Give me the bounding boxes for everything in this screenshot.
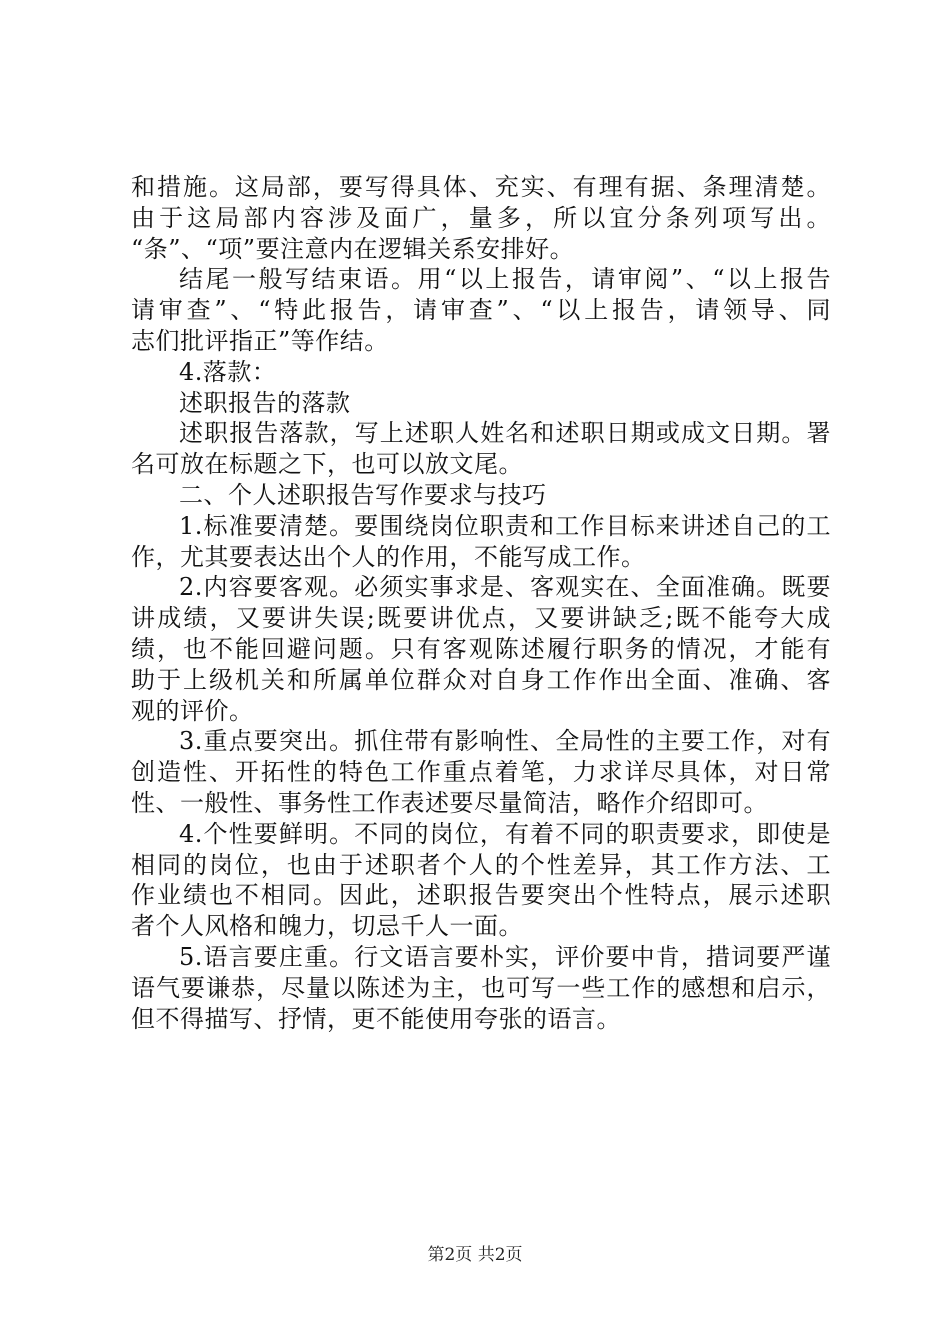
text-line: 者个人风格和魄力，切忌千人一面。 [131, 912, 523, 941]
text-line: 相同的岗位，也由于述职者个人的个性差异，其工作方法、工 [131, 850, 831, 879]
page-footer: 第2页 共2页 [427, 1245, 523, 1265]
text-line: 3.重点要突出。抓住带有影响性、全局性的主要工作，对有 [179, 727, 831, 756]
text-line: 4.个性要鲜明。不同的岗位，有着不同的职责要求，即使是 [179, 819, 831, 848]
text-line: 5.语言要庄重。行文语言要朴实，评价要中肯，措词要严谨 [179, 942, 831, 971]
text-line: 观的评价。 [131, 696, 254, 725]
text-line: 1.标准要清楚。要围绕岗位职责和工作目标来讲述自己的工 [179, 511, 831, 540]
text-line: 但不得描写、抒情，更不能使用夸张的语言。 [131, 1004, 621, 1033]
text-line: 名可放在标题之下，也可以放文尾。 [131, 450, 523, 479]
text-line: 述职报告落款，写上述职人姓名和述职日期或成文日期。署 [179, 419, 831, 448]
text-line: 志们批评指正”等作结。 [131, 326, 389, 355]
text-line: 由于这局部内容涉及面广，量多，所以宜分条列项写出。 [131, 203, 831, 232]
text-line: 请审查”、“特此报告，请审查”、“以上报告，请领导、同 [131, 296, 831, 325]
text-line: 述职报告的落款 [179, 388, 351, 417]
text-line: “条”、“项”要注意内在逻辑关系安排好。 [131, 234, 575, 263]
text-line: 2.内容要客观。必须实事求是、客观实在、全面准确。既要 [179, 573, 831, 602]
text-line: 和措施。这局部，要写得具体、充实、有理有据、条理清楚。 [131, 173, 831, 201]
text-line: 创造性、开拓性的特色工作重点着笔，力求详尽具体，对日常 [131, 758, 831, 787]
text-line: 作，尤其要表达出个人的作用，不能写成工作。 [131, 542, 646, 571]
text-line: 结尾一般写结束语。用“以上报告，请审阅”、“以上报告 [179, 265, 831, 294]
text-line: 讲成绩，又要讲失误;既要讲优点，又要讲缺乏;既不能夸大成 [131, 604, 831, 633]
text-line: 语气要谦恭，尽量以陈述为主，也可写一些工作的感想和启示， [131, 973, 831, 1002]
text-line: 助于上级机关和所属单位群众对自身工作作出全面、准确、客 [131, 665, 831, 694]
text-line: 性、一般性、事务性工作表述要尽量简洁，略作介绍即可。 [131, 788, 768, 817]
text-line: 作业绩也不相同。因此，述职报告要突出个性特点，展示述职 [131, 881, 831, 910]
text-line: 绩，也不能回避问题。只有客观陈述履行职务的情况，才能有 [131, 634, 831, 663]
text-line: 4.落款： [179, 357, 277, 386]
document-body [131, 172, 831, 1034]
text-line: 二、个人述职报告写作要求与技巧 [179, 480, 547, 509]
